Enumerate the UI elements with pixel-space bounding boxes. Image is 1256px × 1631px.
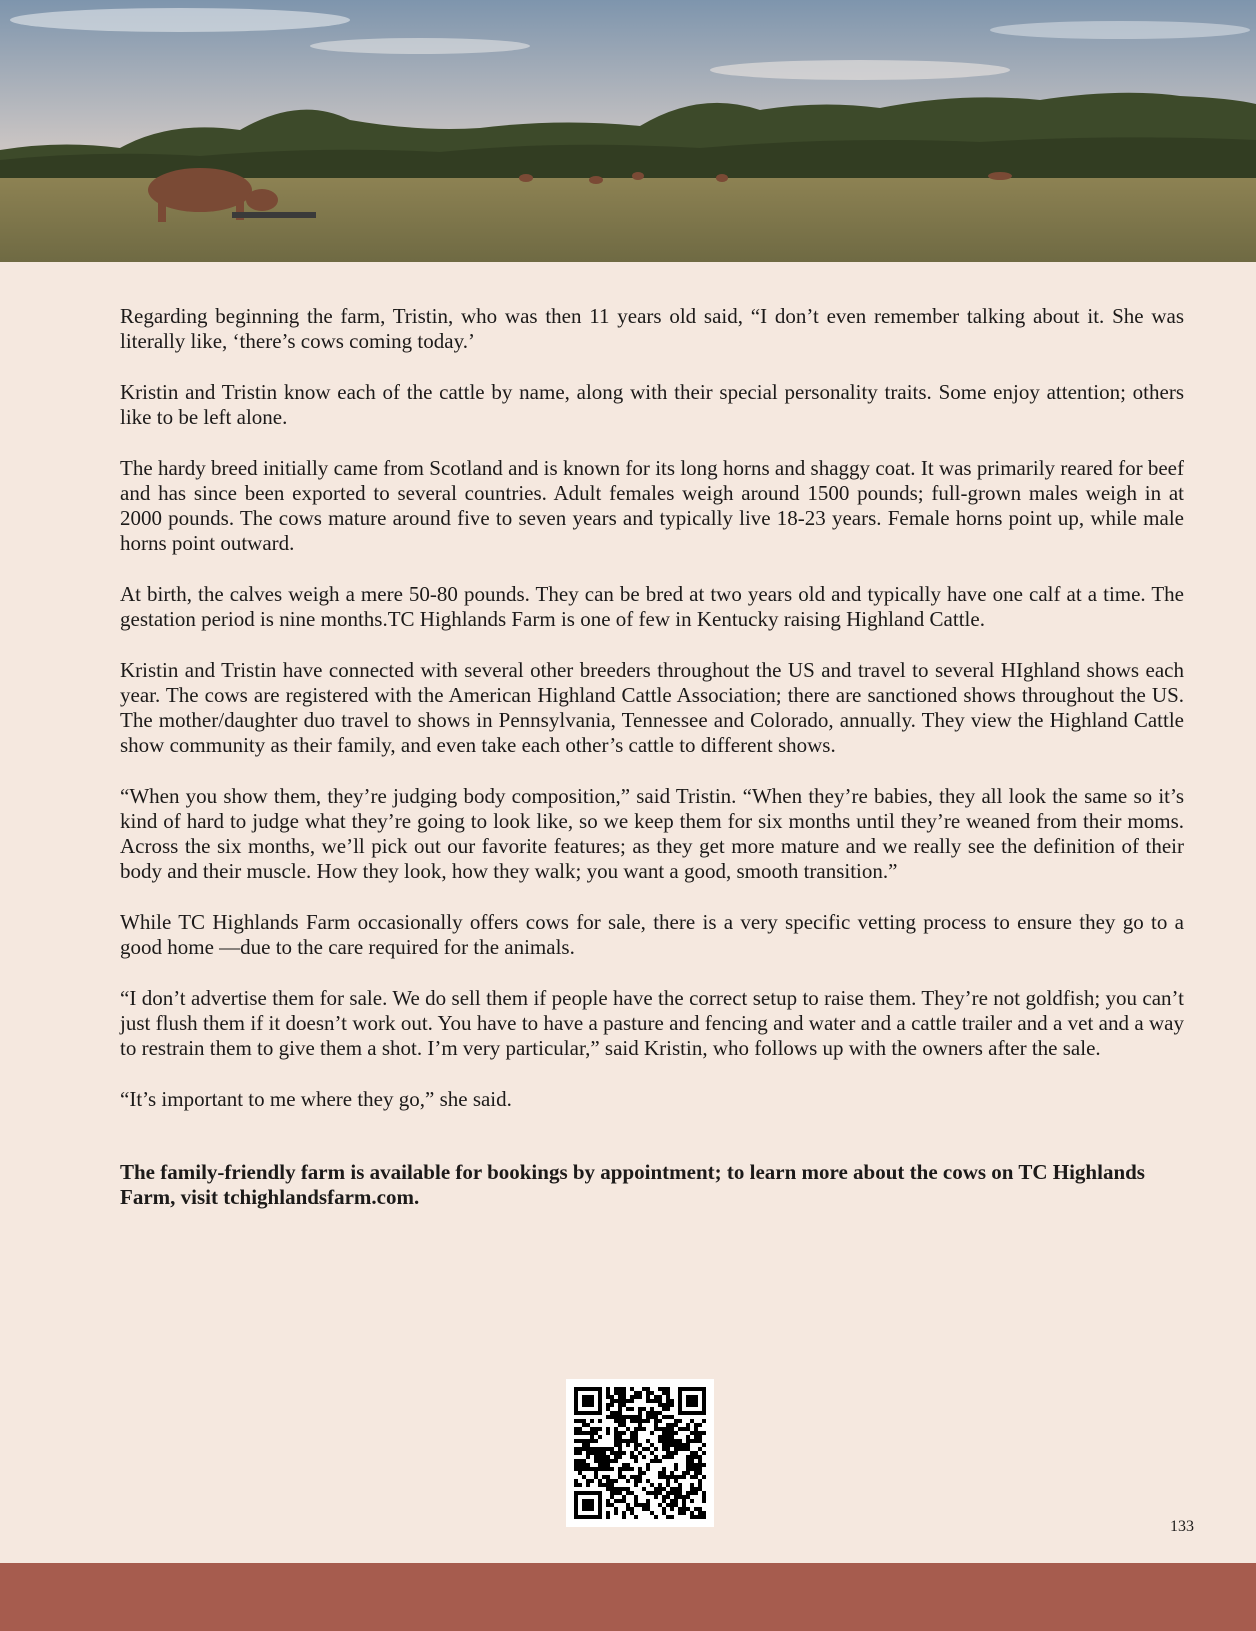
pasture-landscape-image — [0, 0, 1256, 262]
paragraph-closing-quote: “It’s important to me where they go,” she said. — [120, 1087, 512, 1111]
closing-statement: The family-friendly farm is available for bookings by appointment; to learn more about the cows on TC Highlands Farm, visit tchighlandsfarm.com. — [120, 1160, 1145, 1209]
qr-code-icon[interactable] — [566, 1379, 714, 1527]
hero-photo — [0, 0, 1256, 262]
article-body — [120, 304, 1184, 1236]
paragraph-vetting: While TC Highlands Farm occasionally offers cows for sale, there is a very specific vetting process to ensure they go to a good home —due to the care required for the animals. — [120, 910, 1184, 959]
paragraph-farm-beginning: Regarding beginning the farm, Tristin, who was then 11 years old said, “I don’t even remember talking about it. She was literally like, ‘there’s cows coming today.’ — [120, 304, 1184, 353]
footer-band — [0, 1563, 1256, 1631]
paragraph-shows: Kristin and Tristin have connected with several other breeders throughout the US and travel to several HIghland shows each year. The cows are registered with the American Highland Cattle Association; there are sanctioned shows throughout the US. The mother/daughter duo travel to shows in Pennsylvania, Tennessee and Colorado, annually. They view the Highland Cattle show community as their family, and even take each other’s cattle to different shows. — [120, 658, 1184, 757]
paragraph-judging-quote: “When you show them, they’re judging body composition,” said Tristin. “When they’re babies, they all look the same so it’s kind of hard to judge what they’re going to look like, so we keep them for six months until they’re weaned from their moms. Across the six months, we’ll pick out our favorite features; as they get more mature and we really see the definition of their body and their muscle. How they look, how they walk; you want a good, smooth transition.” — [120, 784, 1184, 883]
paragraph-cattle-names: Kristin and Tristin know each of the cattle by name, along with their special personality traits. Some enjoy attention; others like to be left alone. — [120, 380, 1184, 429]
paragraph-calves: At birth, the calves weigh a mere 50-80 pounds. They can be bred at two years old and typically have one calf at a time. The gestation period is nine months.TC Highlands Farm is one of few in Kentucky raising Highland Cattle. — [120, 582, 1184, 631]
paragraph-sale-quote: “I don’t advertise them for sale. We do sell them if people have the correct setup to raise them. They’re not goldfish; you can’t just flush them if it doesn’t work out. You have to have a pasture and fencing and water and a cattle trailer and a vet and a way to restrain them to give them a shot. I’m very particular,” said Kristin, who follows up with the owners after the sale. — [120, 986, 1184, 1060]
page-number: 133 — [1170, 1518, 1194, 1535]
paragraph-breed-facts: The hardy breed initially came from Scotland and is known for its long horns and shaggy coat. It was primarily reared for beef and has since been exported to several countries. Adult females weigh around 1500 pounds; full-grown males weigh in at 2000 pounds. The cows mature around five to seven years and typically live 18-23 years. Female horns point up, while male horns point outward. — [120, 456, 1184, 555]
